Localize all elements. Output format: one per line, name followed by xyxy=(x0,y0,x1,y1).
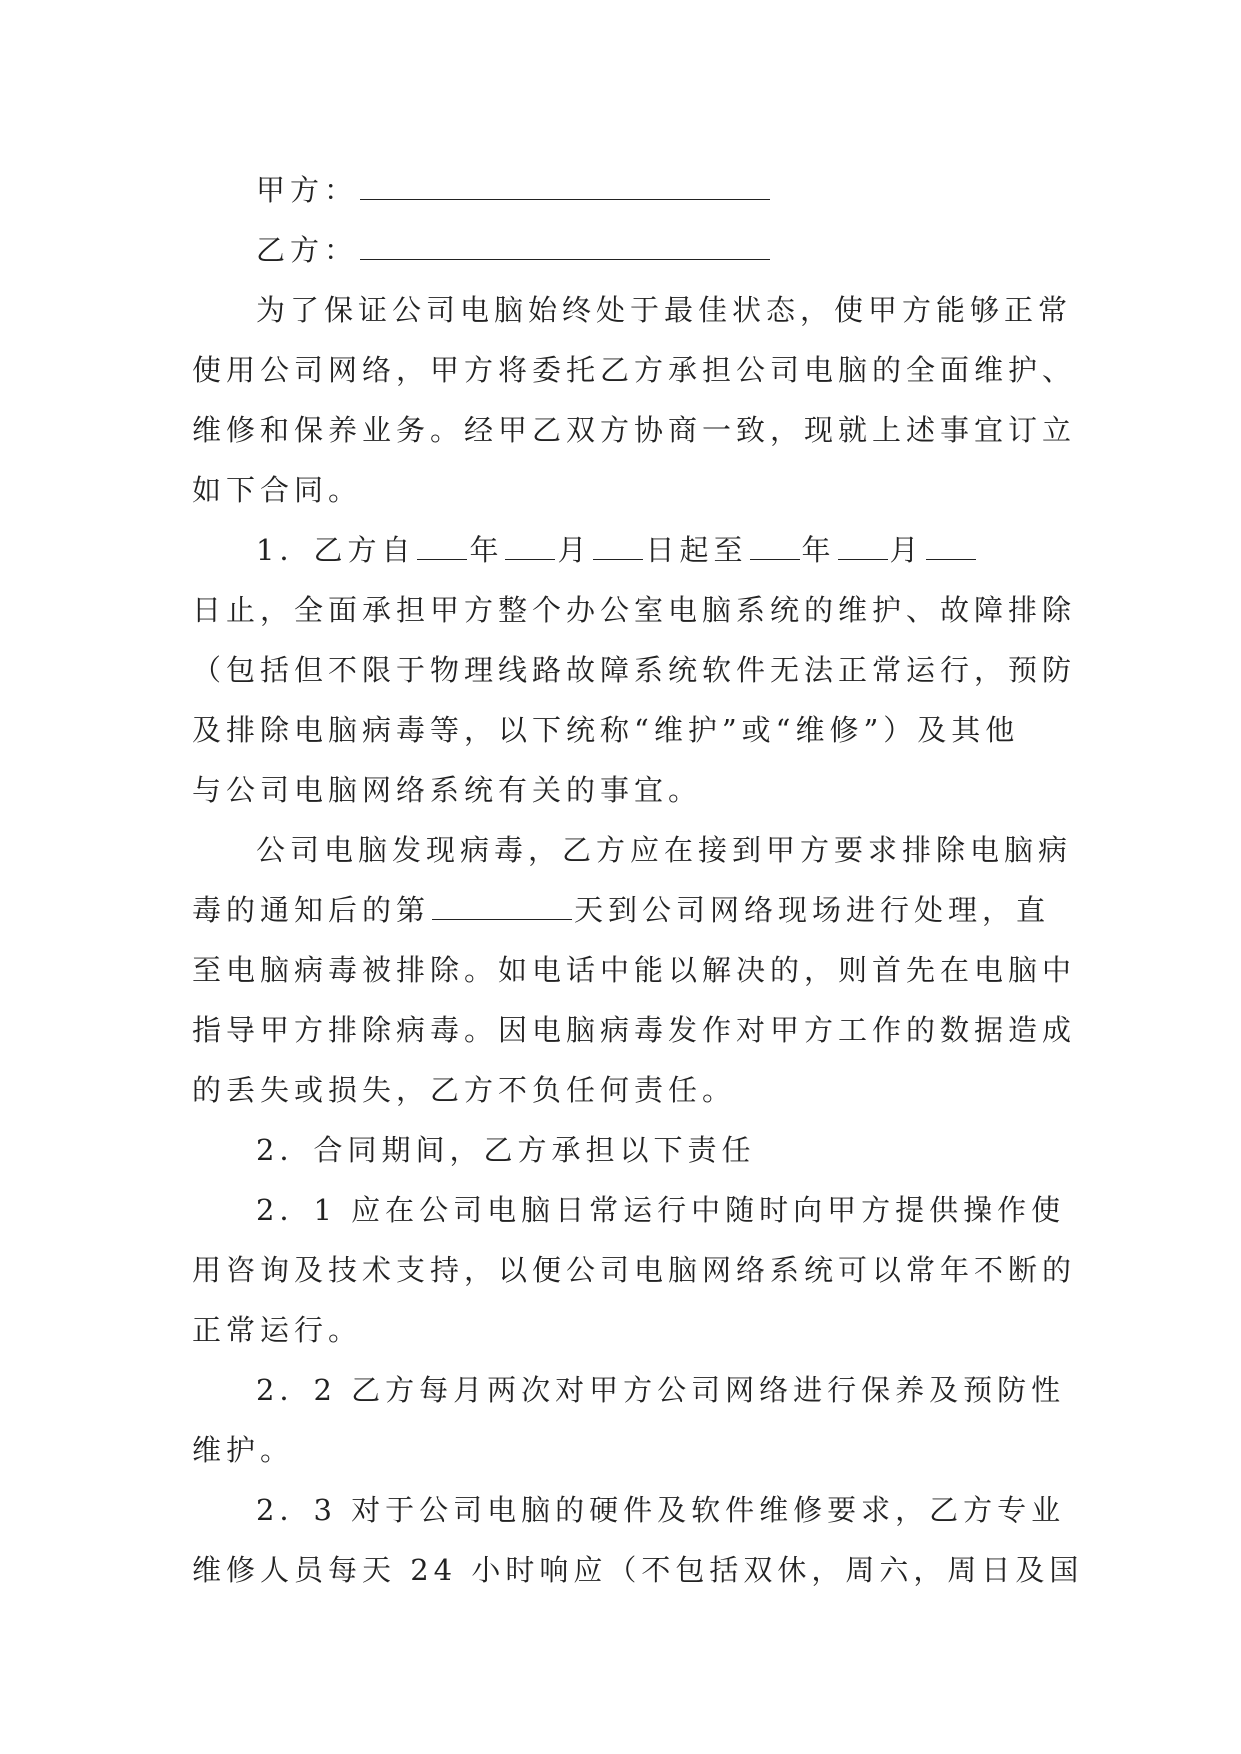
clause-2-3-line-1: 2．3 对于公司电脑的硬件及软件维修要求，乙方专业 xyxy=(256,1493,1066,1527)
intro-line-3: 维修和保养业务。经甲乙双方协商一致，现就上述事宜订立 xyxy=(192,413,1077,447)
virus-text-a: 毒的通知后的第 xyxy=(192,893,431,927)
clause-1-text-e: 年 xyxy=(801,533,836,567)
clause-1-line-2: 日止，全面承担甲方整个办公室电脑系统的维护、故障排除 xyxy=(192,593,1077,627)
clause-1-text-b: 年 xyxy=(469,533,504,567)
party-a-label: 甲方： xyxy=(256,173,359,207)
intro-line-4: 如下合同。 xyxy=(192,473,363,507)
clause-2-1-line-3: 正常运行。 xyxy=(192,1313,363,1347)
clause-2-2-line-2: 维护。 xyxy=(192,1433,295,1467)
virus-line-2 xyxy=(192,883,1052,937)
virus-text-b: 天到公司网络现场进行处理，直 xyxy=(574,893,1051,927)
clause-1-line-1 xyxy=(192,523,1052,577)
virus-line-4: 指导甲方排除病毒。因电脑病毒发作对甲方工作的数据造成 xyxy=(192,1013,1077,1047)
start-year-blank xyxy=(417,531,467,560)
end-month-blank xyxy=(838,531,888,560)
intro-line-2: 使用公司网络，甲方将委托乙方承担公司电脑的全面维护、 xyxy=(192,353,1077,387)
start-month-blank xyxy=(505,531,555,560)
contract-body xyxy=(192,163,1084,1597)
intro-line-1: 为了保证公司电脑始终处于最佳状态，使甲方能够正常 xyxy=(256,293,1073,327)
days-blank xyxy=(432,891,572,920)
start-day-blank xyxy=(593,531,643,560)
clause-2-2-line-1: 2．2 乙方每月两次对甲方公司网络进行保养及预防性 xyxy=(256,1373,1066,1407)
end-year-blank xyxy=(750,531,800,560)
clause-1-line-5: 与公司电脑网络系统有关的事宜。 xyxy=(192,773,703,807)
clause-1-text-a: 1．乙方自 xyxy=(256,533,416,567)
clause-1-text-d: 日起至 xyxy=(645,533,748,567)
virus-line-5: 的丢失或损失，乙方不负任何责任。 xyxy=(192,1073,737,1107)
clause-2-3-line-2: 维修人员每天 24 小时响应（不包括双休，周六，周日及国 xyxy=(192,1553,1084,1587)
party-b-line xyxy=(192,223,1052,277)
clause-1-text-f: 月 xyxy=(889,533,924,567)
clause-1-text-c: 月 xyxy=(557,533,592,567)
clause-1-line-3: （包括但不限于物理线路故障系统软件无法正常运行，预防 xyxy=(192,653,1077,687)
virus-line-3: 至电脑病毒被排除。如电话中能以解决的，则首先在电脑中 xyxy=(192,953,1077,987)
clause-2-heading: 2．合同期间，乙方承担以下责任 xyxy=(256,1133,756,1167)
virus-line-1: 公司电脑发现病毒，乙方应在接到甲方要求排除电脑病 xyxy=(256,833,1073,867)
party-b-label: 乙方： xyxy=(256,233,359,267)
clause-2-1-line-1: 2．1 应在公司电脑日常运行中随时向甲方提供操作使 xyxy=(256,1193,1066,1227)
party-b-blank xyxy=(360,231,770,260)
end-day-blank xyxy=(926,531,976,560)
clause-2-1-line-2: 用咨询及技术支持，以便公司电脑网络系统可以常年不断的 xyxy=(192,1253,1077,1287)
clause-1-line-4: 及排除电脑病毒等，以下统称“维护”或“维修”）及其他 xyxy=(192,713,1020,747)
party-a-blank xyxy=(360,171,770,200)
party-a-line xyxy=(192,163,1052,217)
